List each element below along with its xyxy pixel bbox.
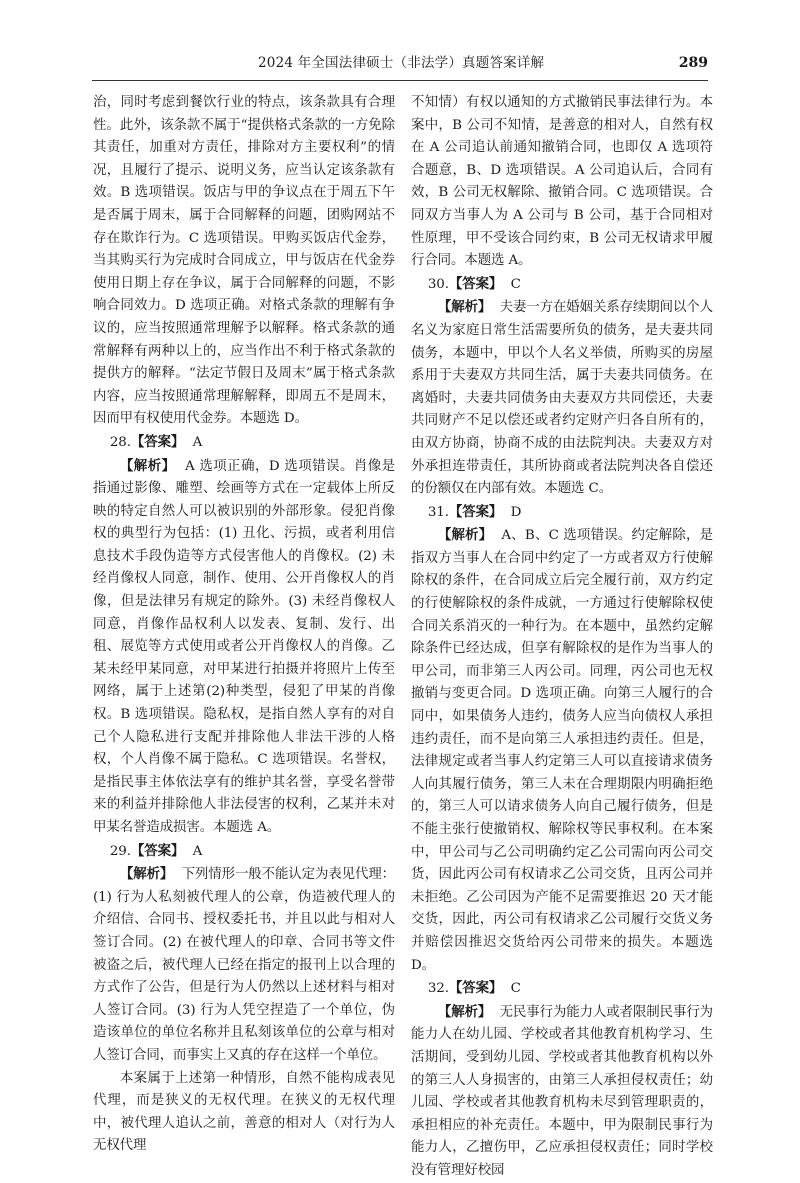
- question-number: 28.: [109, 434, 131, 450]
- answer-line-30: [411, 273, 713, 297]
- paragraph: 治，同时考虑到餐饮行业的特点，该条款具有合理性。此外，该条款不属于“提供格式条款的一方免除其责任，加重对方责任，排除对方主要权利”的情况，且履行了提示、说明义务，应当认定该条款有效。B 选项错误。饭店与甲的争议点在于周五下午是否属于周末，属于合同解释的问题，团购网站不存在欺诈行为。C 选项错误。甲购买饭店代金券，当其购买行为完成时合同成立，甲与饭店在代金券使用日期上存在争议，属于合同解释的问题，不影响合同效力。D 选项正确。对格式条款的理解有争议的，应当按照通常理解予以解释。格式条款的通常解释有两种以上的，应当作出不利于格式条款的提供方的解释。“法定节假日及周末”属于格式条款内容，应当按照通常理解解释，即周五不是周末，因而甲有权使用代金券。本题选 D。: [93, 95, 395, 427]
- answer-line-31: [411, 501, 713, 525]
- answer-label: 【答案】: [130, 433, 185, 450]
- question-number: 32.: [427, 981, 449, 997]
- explanation-text: A 选项正确，D 选项错误。肖像是指通过影像、雕塑、绘画等方式在一定载体上所反映的特定自然人可以被识别的外部形象。侵犯肖像权的典型行为包括：(1) 丑化、污损，或者利用信息技术手段伪造等方式侵害他人的肖像权。(2) 未经肖像权人同意，制作、使用、公开肖像权人的肖像，但是法律另有规定的除外。(3) 未经肖像权人同意，肖像作品权利人以发表、复制、发行、出租、展览等方式使用或者公开肖像权人的肖像。乙某未经甲某同意，对甲某进行拍摄并将照片上传至网络，属于上述第(2)种类型，侵犯了甲某的肖像权。B 选项错误。隐私权，是指自然人享有的对自己个人隐私进行支配并排除他人非法干涉的人格权，个人肖像不属于隐私。C 选项错误。名誉权，是指民事主体依法享有的维护其名誉，享受名誉带来的利益并排除他人非法侵害的权利，乙某并未对甲某名誉造成损害。本题选 A。: [93, 458, 395, 835]
- answer-label: 【答案】: [448, 275, 503, 292]
- question-number: 31.: [427, 504, 449, 520]
- explanation-32: [411, 1001, 713, 1183]
- answer-value: C: [510, 276, 521, 292]
- explanation-28: [93, 455, 395, 840]
- running-header: [92, 50, 708, 81]
- explanation-label: 【解析】: [119, 457, 176, 474]
- answer-label: 【答案】: [448, 503, 503, 520]
- explanation-text: 夫妻一方在婚姻关系存续期间以个人名义为家庭日常生活需要所负的债务，是夫妻共同债务，本题中，甲以个人名义举债，所购买的房屋系用于夫妻双方共同生活，属于夫妻共同债务。在离婚时，夫妻共同债务由夫妻双方共同偿还，夫妻共同财产不足以偿还或者约定财产归各自所有的，由双方协商，协商不成的由法院判决。夫妻双方对外承担连带责任，其所协商或者法院判决各自偿还的份额仅在内部有效。本题选 C。: [411, 300, 713, 497]
- right-column: [411, 92, 713, 1183]
- explanation-text: A、B、C 选项错误。约定解除，是指双方当事人在合同中约定了一方或者双方行使解除权的条件，在合同成立后完全履行前，双方约定的行使解除权的条件成就，一方通过行使解除权使合同关系消灭的一种行为。在本题中，虽然约定解除条件已经达成，但享有解除权的是作为当事人的甲公司，而非第三人丙公司。同理，丙公司也无权撤销与变更合同。D 选项正确。向第三人履行的合同中，如果债务人违约，债务人应当向债权人承担违约责任，而不是向第三人承担违约责任。但是，法律规定或者当事人约定第三人可以直接请求债务人向其履行债务，第三人未在合理期限内明确拒绝的，第三人可以请求债务人向自己履行债务，但是不能主张行使撤销权、解除权等民事权利。在本案中，甲公司与乙公司明确约定乙公司需向丙公司交货，因此丙公司有权请求乙公司交货，且丙公司并未拒绝。乙公司因为产能不足需要推迟 20 天才能交货，因此，丙公司有权请求乙公司履行交货义务并赔偿因推迟交货给丙公司带来的损失。本题选 D。: [411, 528, 713, 973]
- explanation-29: [93, 863, 395, 1067]
- explanation-label: 【解析】: [119, 866, 174, 883]
- answer-label: 【答案】: [130, 842, 185, 859]
- explanation-text: 无民事行为能力人或者限制民事行为能力人在幼儿园、学校或者其他教育机构学习、生活期间，受到幼儿园、学校或者其他教育机构以外的第三人人身损害的，由第三人承担侵权责任；幼儿园、学校或者其他教育机构未尽到管理职责的，承担相应的补充责任。本题中，甲为限制民事行为能力人，乙擅伤甲，乙应承担侵权责任；同时学校没有管理好校园: [411, 1004, 713, 1178]
- page-number: 289: [678, 55, 708, 71]
- answer-line-32: [411, 977, 713, 1001]
- answer-value: C: [510, 981, 521, 997]
- paragraph: 本案属于上述第一种情形，自然不能构成表见代理，而是狭义的无权代理。在狭义的无权代理中，被代理人追认之前，善意的相对人（对行为人无权代理: [93, 1070, 395, 1154]
- answer-value: A: [192, 434, 203, 450]
- explanation-text: 下列情形一般不能认定为表见代理：(1) 行为人私刻被代理人的公章，伪造被代理人的介绍信、合同书、授权委托书，并且以此与相对人签订合同。(2) 在被代理人的印章、合同书等文件被盗之后，被代理人已经在指定的报刊上以合理的方式作了公告，但是行为人仍然以上述材料与相对人签订合同。(3) 行为人凭空捏造了一个单位，伪造该单位的单位名称并且私刻该单位的公章与相对人签订合同，而事实上又真的存在这样一个单位。: [93, 867, 395, 1063]
- answer-label: 【答案】: [448, 980, 503, 997]
- explanation-label: 【解析】: [437, 527, 493, 544]
- answer-value: A: [192, 843, 203, 859]
- answer-line-28: [93, 431, 395, 455]
- explanation-label: 【解析】: [437, 299, 492, 316]
- question-number: 29.: [109, 843, 131, 859]
- explanation-30: [411, 296, 713, 500]
- left-column: [93, 92, 395, 1158]
- answer-value: D: [510, 504, 522, 520]
- question-number: 30.: [427, 276, 449, 292]
- header-title: 2024 年全国法律硕士（非法学）真题答案详解: [258, 55, 545, 71]
- explanation-label: 【解析】: [437, 1003, 492, 1020]
- answer-line-29: [93, 840, 395, 864]
- paragraph: 不知情）有权以通知的方式撤销民事法律行为。本案中，B 公司不知情，是善意的相对人，自然有权在 A 公司追认前通知撤销合同，也即仅 A 选项符合题意，B、D 选项错误。A 公司追认后，合同有效，B 公司无权解除、撤销合同。C 选项错误。合同双方当事人为 A 公司与 B 公司，基于合同相对性原理，甲不受该合同约束，B 公司无权请求甲履行合同。本题选 A。: [411, 95, 713, 269]
- explanation-31: [411, 524, 713, 977]
